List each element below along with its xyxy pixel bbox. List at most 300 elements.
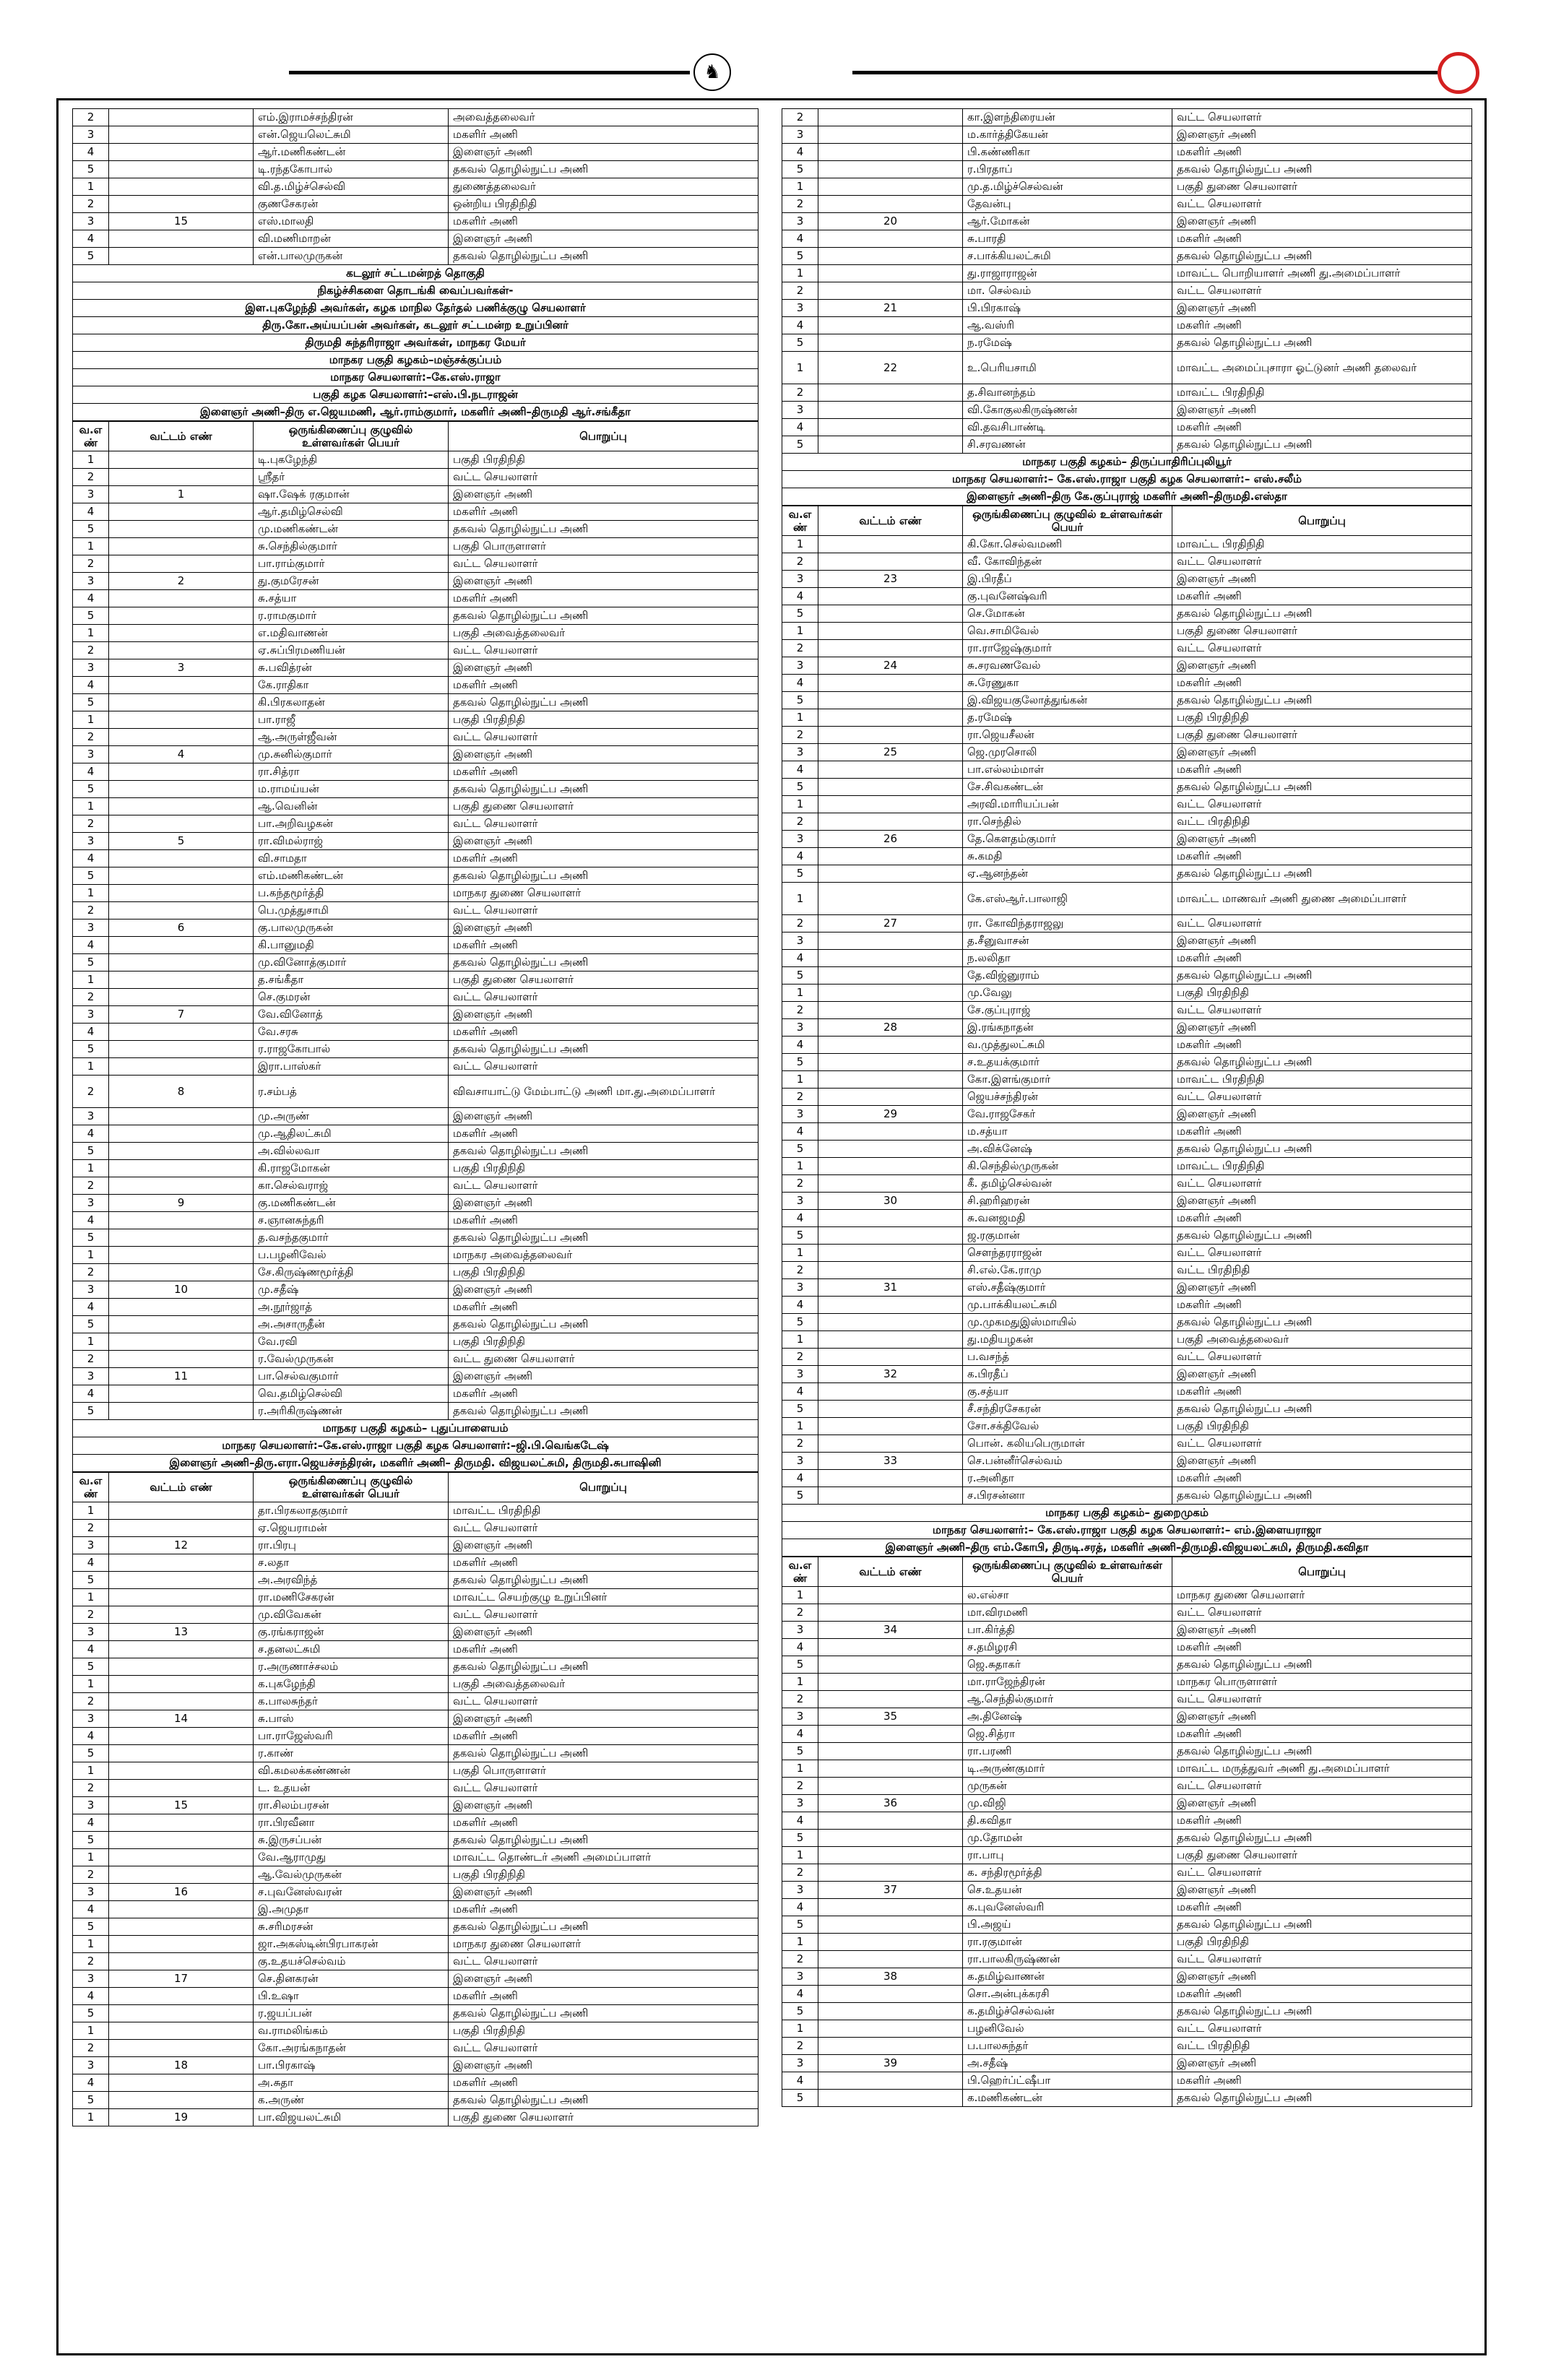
table-row	[73, 1970, 758, 1988]
row-ward	[109, 1849, 254, 1866]
row-name: ர.ராமகுமார்	[254, 607, 449, 625]
row-serial: 2	[73, 1866, 109, 1884]
row-ward: 21	[818, 300, 963, 317]
table-row	[73, 1554, 758, 1572]
row-serial: 2	[782, 384, 818, 402]
table-row	[73, 729, 758, 746]
row-serial: 3	[782, 1019, 818, 1037]
row-ward	[818, 1674, 963, 1691]
row-serial: 1	[73, 1502, 109, 1520]
row-ward: 32	[818, 1366, 963, 1383]
row-name: பி.உஷா	[254, 1988, 449, 2005]
row-role: வட்ட செயலாளர்	[449, 1606, 758, 1624]
row-name: பா.பிரகாஷ்	[254, 2057, 449, 2074]
row-role: வட்ட செயலாளர்	[1172, 1435, 1472, 1453]
row-serial: 2	[73, 469, 109, 486]
row-ward	[818, 796, 963, 813]
row-role: தகவல் தொழில்நுட்ப அணி	[449, 161, 758, 178]
row-name: என்.பாலமுருகன்	[254, 248, 449, 265]
table-row	[73, 1403, 758, 1420]
info-line: மாநகர செயலாளர்:– கே.எஸ்.ராஜா பகுதி கழக செயலாளர்:– எம்.இளையராஜா	[782, 1522, 1472, 1539]
row-serial: 3	[73, 213, 109, 230]
row-role: இளைஞர் அணி	[449, 1006, 758, 1024]
row-role: விவசாயாட்டு மேம்பாட்டு அணி மா.து.அமைப்பாளர்	[449, 1076, 758, 1108]
row-role: தகவல் தொழில்நுட்ப அணி	[449, 1041, 758, 1058]
row-role: மாவட்ட பிரதிநிதி	[1172, 1071, 1472, 1089]
table-row	[73, 746, 758, 763]
row-role: தகவல் தொழில்நுட்ப அணி	[1172, 779, 1472, 796]
row-name: த.ரமேஷ்	[963, 709, 1172, 727]
row-role: மாவட்ட தொண்டர் அணி அமைப்பாளர்	[449, 1849, 758, 1866]
row-role: இளைஞர் அணி	[449, 1281, 758, 1299]
right-column	[782, 108, 1472, 2107]
left-info-block-1	[72, 265, 758, 421]
row-role: வட்ட செயலாளர்	[1172, 1951, 1472, 1968]
row-name: மு.மணிகண்டன்	[254, 521, 449, 538]
row-serial: 1	[782, 985, 818, 1002]
row-name: தே.விஜ்னுராம்	[963, 967, 1172, 985]
row-serial: 1	[73, 538, 109, 555]
table-row	[73, 1953, 758, 1970]
row-ward	[818, 1227, 963, 1245]
row-serial: 4	[782, 2072, 818, 2090]
row-serial: 4	[782, 1297, 818, 1314]
row-ward	[109, 1762, 254, 1780]
table-row	[73, 109, 758, 126]
row-ward	[818, 709, 963, 727]
row-serial: 3	[782, 932, 818, 950]
row-name: ஆ.வெனின்	[254, 798, 449, 815]
row-serial: 4	[73, 1212, 109, 1229]
row-ward	[109, 850, 254, 867]
row-role: மகளிர் அணி	[1172, 1210, 1472, 1227]
row-ward: 3	[109, 659, 254, 677]
row-ward	[818, 1089, 963, 1106]
row-serial: 3	[782, 126, 818, 144]
row-role: பகுதி துணை செயலாளர்	[1172, 1847, 1472, 1864]
row-name: த.சிவானந்தம்	[963, 384, 1172, 402]
row-name: ச.ஞானசுந்தரி	[254, 1212, 449, 1229]
row-ward	[818, 1158, 963, 1175]
row-name: தி.கவிதா	[963, 1812, 1172, 1830]
row-ward	[818, 1743, 963, 1760]
table-row	[782, 571, 1472, 588]
row-role: மாவட்ட மாணவர் அணி துணை அமைப்பாளர்	[1172, 883, 1472, 915]
row-name: மு.முகமதுஇஸ்மாயில்	[963, 1314, 1172, 1331]
row-name: அ.அரவிந்த்	[254, 1572, 449, 1589]
row-name: ரா.பிரவீனா	[254, 1814, 449, 1832]
row-name: ர.ஜயப்பன்	[254, 2005, 449, 2022]
row-serial: 4	[73, 937, 109, 954]
row-role: மாவட்ட பொறியாளர் அணி து.அமைப்பாளர்	[1172, 265, 1472, 282]
info-line: நிகழ்ச்சிகளை தொடங்கி வைப்பவர்கள்-	[72, 282, 758, 300]
row-serial: 4	[782, 1210, 818, 1227]
row-name: சோ.சக்திவேல்	[963, 1418, 1172, 1435]
row-serial: 3	[782, 1708, 818, 1726]
row-role: மகளிர் அணி	[1172, 761, 1472, 779]
table-row	[73, 1333, 758, 1351]
row-serial: 3	[73, 486, 109, 503]
row-ward: 8	[109, 1076, 254, 1108]
row-name: வி.கோகுலகிருஷ்ணன்	[963, 402, 1172, 419]
table-row	[73, 521, 758, 538]
row-ward	[818, 1986, 963, 2003]
row-serial: 1	[782, 265, 818, 282]
row-name: பழனிவேல்	[963, 2020, 1172, 2038]
row-ward: 16	[109, 1884, 254, 1901]
row-serial: 4	[73, 1988, 109, 2005]
table-row	[782, 1141, 1472, 1158]
row-ward	[818, 1297, 963, 1314]
row-ward	[818, 848, 963, 865]
row-serial: 3	[782, 300, 818, 317]
row-name: வி.கமலக்கண்ணன்	[254, 1762, 449, 1780]
row-serial: 3	[73, 1710, 109, 1728]
party-emblem-icon: ♞	[693, 53, 731, 91]
row-role: வட்ட செயலாளர்	[1172, 640, 1472, 657]
row-role: இளைஞர் அணி	[1172, 571, 1472, 588]
row-serial: 1	[73, 2109, 109, 2126]
row-name: வீ. கோவிந்தன்	[963, 553, 1172, 571]
table-row	[782, 1331, 1472, 1349]
table-row	[782, 2055, 1472, 2072]
row-name: மு.விவேகன்	[254, 1606, 449, 1624]
row-ward	[109, 1676, 254, 1693]
row-role: வட்ட செயலாளர்	[449, 1953, 758, 1970]
row-ward	[109, 1247, 254, 1264]
row-ward: 28	[818, 1019, 963, 1037]
row-name: ந.ரமேஷ்	[963, 334, 1172, 352]
row-serial: 4	[73, 230, 109, 248]
row-ward	[818, 1864, 963, 1882]
row-name: சி.ஹரிஹரன்	[963, 1193, 1172, 1210]
table-row	[73, 126, 758, 144]
row-role: இளைஞர் அணி	[1172, 1708, 1472, 1726]
row-role: தகவல் தொழில்நுட்ப அணி	[1172, 1830, 1472, 1847]
table-row	[782, 1830, 1472, 1847]
row-serial: 4	[782, 950, 818, 967]
row-role: மகளிர் அணி	[1172, 317, 1472, 334]
row-serial: 1	[782, 536, 818, 553]
row-name: ஏ.சுப்பிரமணியன்	[254, 642, 449, 659]
row-name: மா.ராஜேந்திரன்	[963, 1674, 1172, 1691]
info-line: திருமதி சுந்தரிராஜா அவர்கள், மாநகர மேயர்	[72, 334, 758, 352]
table-row	[73, 161, 758, 178]
row-name: எஸ்.சதீஷ்குமார்	[963, 1279, 1172, 1297]
row-ward	[109, 642, 254, 659]
row-ward	[109, 937, 254, 954]
row-role: தகவல் தொழில்நுட்ப அணி	[449, 1143, 758, 1160]
row-role: மாவட்ட மருத்துவர் அணி து.அமைப்பாளர்	[1172, 1760, 1472, 1778]
row-serial: 3	[782, 1366, 818, 1383]
row-ward	[109, 2005, 254, 2022]
table-row	[782, 1743, 1472, 1760]
row-role: மாவட்ட பிரதிநிதி	[1172, 536, 1472, 553]
row-ward: 6	[109, 919, 254, 937]
row-role: மகளிர் அணி	[1172, 1726, 1472, 1743]
row-role: தகவல் தொழில்நுட்ப அணி	[1172, 1227, 1472, 1245]
row-name: ரா.செந்தில்	[963, 813, 1172, 831]
row-ward	[109, 1832, 254, 1849]
row-role: மகளிர் அணி	[449, 677, 758, 694]
row-ward: 11	[109, 1368, 254, 1385]
row-ward: 37	[818, 1882, 963, 1899]
row-ward: 25	[818, 744, 963, 761]
row-ward	[818, 536, 963, 553]
row-serial: 4	[73, 590, 109, 607]
row-role: இளைஞர் அணி	[449, 1108, 758, 1125]
table-row	[782, 1795, 1472, 1812]
row-ward: 15	[109, 213, 254, 230]
row-role: தகவல் தொழில்நுட்ப அணி	[449, 1745, 758, 1762]
row-serial: 4	[782, 1470, 818, 1487]
row-ward: 4	[109, 746, 254, 763]
row-serial: 3	[73, 1006, 109, 1024]
table-row	[73, 885, 758, 902]
row-role: மகளிர் அணி	[1172, 1899, 1472, 1916]
table-row	[73, 694, 758, 711]
row-ward	[818, 675, 963, 692]
row-role: வட்ட செயலாளர்	[449, 815, 758, 833]
row-name: அ.நூர்ஜாத்	[254, 1299, 449, 1316]
row-name: வே.வினோத்	[254, 1006, 449, 1024]
table-row	[73, 642, 758, 659]
table-row	[73, 1797, 758, 1814]
row-name: அ.விக்னேஷ்	[963, 1141, 1172, 1158]
row-ward	[818, 727, 963, 744]
row-role: மகளிர் அணி	[449, 1385, 758, 1403]
row-serial: 3	[782, 571, 818, 588]
row-role: வட்ட செயலாளர்	[449, 1058, 758, 1076]
row-ward	[109, 503, 254, 521]
row-serial: 2	[73, 2040, 109, 2057]
row-serial: 1	[73, 1762, 109, 1780]
row-ward	[109, 954, 254, 972]
row-role: தகவல் தொழில்நுட்ப அணி	[449, 1229, 758, 1247]
table-row	[782, 623, 1472, 640]
row-ward	[818, 1054, 963, 1071]
row-role: தகவல் தொழில்நுட்ப அணி	[1172, 692, 1472, 709]
row-serial: 1	[73, 2022, 109, 2040]
row-ward	[109, 1299, 254, 1316]
row-name: சு.சத்யா	[254, 590, 449, 607]
row-ward	[109, 590, 254, 607]
table-row	[782, 1279, 1472, 1297]
table-row	[73, 954, 758, 972]
row-role: தகவல் தொழில்நுட்ப அணி	[449, 248, 758, 265]
row-name: வே.ஆராமுது	[254, 1849, 449, 1866]
row-serial: 3	[73, 919, 109, 937]
row-name: கோ.அரங்கநாதன்	[254, 2040, 449, 2057]
row-ward	[818, 1726, 963, 1743]
row-serial: 5	[782, 1830, 818, 1847]
row-role: வட்ட செயலாளர்	[1172, 1089, 1472, 1106]
row-name: க. சந்திரமூர்த்தி	[963, 1864, 1172, 1882]
row-name: வி.சாமதா	[254, 850, 449, 867]
table-row	[73, 1745, 758, 1762]
info-line: மாநகர பகுதி கழகம்–மஞ்சக்குப்பம்	[72, 352, 758, 369]
row-serial: 4	[782, 1123, 818, 1141]
row-role: தகவல் தொழில்நுட்ப அணி	[1172, 1743, 1472, 1760]
row-serial: 5	[782, 1743, 818, 1760]
row-name: ர.வேல்முருகன்	[254, 1351, 449, 1368]
row-name: அ.சுதா	[254, 2074, 449, 2092]
row-name: ஆ.செந்தில்குமார்	[963, 1691, 1172, 1708]
table-row	[782, 1158, 1472, 1175]
row-ward	[109, 1641, 254, 1658]
row-role: இளைஞர் அணி	[1172, 1279, 1472, 1297]
row-ward	[818, 1470, 963, 1487]
table-row	[73, 1229, 758, 1247]
row-ward	[109, 1901, 254, 1918]
table-row	[73, 1195, 758, 1212]
row-name: டி.ரந்தகோபால்	[254, 161, 449, 178]
row-ward	[109, 144, 254, 161]
row-role: தகவல் தொழில்நுட்ப அணி	[449, 1572, 758, 1589]
row-ward	[818, 109, 963, 126]
row-name: பெ.முத்துசாமி	[254, 902, 449, 919]
row-ward	[109, 538, 254, 555]
table-row	[73, 1710, 758, 1728]
row-serial: 5	[782, 161, 818, 178]
row-name: செ.பன்னீர்செல்வம்	[963, 1453, 1172, 1470]
row-serial: 4	[73, 850, 109, 867]
row-ward	[818, 692, 963, 709]
row-name: இ.விஜயகுலோத்துங்கன்	[963, 692, 1172, 709]
table-row	[73, 607, 758, 625]
table-row	[73, 1572, 758, 1589]
row-ward	[109, 989, 254, 1006]
row-role: இளைஞர் அணி	[1172, 402, 1472, 419]
row-serial: 3	[782, 402, 818, 419]
row-role: இளைஞர் அணி	[449, 144, 758, 161]
row-ward	[109, 1658, 254, 1676]
row-name: மு.தோமன்	[963, 1830, 1172, 1847]
table-row	[782, 605, 1472, 623]
table-row	[73, 625, 758, 642]
table-row	[782, 536, 1472, 553]
table-row	[73, 1624, 758, 1641]
row-role: இளைஞர் அணி	[449, 1797, 758, 1814]
table-row	[73, 1606, 758, 1624]
table-row	[782, 1487, 1472, 1505]
row-name: தே.கௌதம்குமார்	[963, 831, 1172, 848]
column-header-row	[782, 506, 1472, 536]
table-row	[782, 985, 1472, 1002]
table-row	[73, 1041, 758, 1058]
row-name: மு.பாக்கியலட்சுமி	[963, 1297, 1172, 1314]
row-role: மகளிர் அணி	[449, 213, 758, 230]
row-name: கு.ரங்கராஜன்	[254, 1624, 449, 1641]
row-role: தகவல் தொழில்நுட்ப அணி	[1172, 161, 1472, 178]
row-serial: 2	[782, 1778, 818, 1795]
row-ward	[109, 798, 254, 815]
row-serial: 5	[782, 1916, 818, 1934]
row-role: இளைஞர் அணி	[449, 2057, 758, 2074]
info-line: இளைஞர் அணி–திரு எ.ஜெயமணி, ஆர்.ராம்குமார், மகளிர் அணி–திருமதி ஆர்.சங்கீதா	[72, 404, 758, 421]
table-row	[782, 1847, 1472, 1864]
table-row	[782, 1349, 1472, 1366]
row-serial: 1	[73, 1589, 109, 1606]
row-ward	[109, 1728, 254, 1745]
table-row	[73, 659, 758, 677]
header-rule-left	[289, 71, 690, 74]
info-line: மாநகர செயலாளர்:– கே.எஸ்.ராஜா பகுதி கழக செயலாளர்:– எஸ்.சலீம்	[782, 471, 1472, 488]
row-name: மு.வேலு	[963, 985, 1172, 1002]
row-serial: 2	[73, 1520, 109, 1537]
row-name: சு.பவித்ரன்	[254, 659, 449, 677]
table-row	[782, 265, 1472, 282]
row-name: ரா.விமல்ராஜ்	[254, 833, 449, 850]
row-role: தகவல் தொழில்நுட்ப அணி	[449, 2092, 758, 2109]
red-circle-icon	[1438, 52, 1479, 94]
row-ward: 19	[109, 2109, 254, 2126]
row-ward	[818, 334, 963, 352]
row-role: மகளிர் அணி	[1172, 2072, 1472, 2090]
row-role: தகவல் தொழில்நுட்ப அணி	[1172, 1314, 1472, 1331]
row-serial: 2	[782, 1864, 818, 1882]
row-role: மகளிர் அணி	[449, 2074, 758, 2092]
row-role: ஒன்றிய பிரதிநிதி	[449, 196, 758, 213]
row-name: எம்.மணிகண்டன்	[254, 867, 449, 885]
row-role: வட்ட பிரதிநிதி	[1172, 1262, 1472, 1279]
row-ward	[818, 1418, 963, 1435]
row-serial: 2	[73, 1780, 109, 1797]
row-role: இளைஞர் அணி	[449, 1710, 758, 1728]
row-role: இளைஞர் அணி	[1172, 932, 1472, 950]
left-table-1	[72, 421, 758, 1420]
table-row	[73, 919, 758, 937]
row-name: ஏ.ஆனந்தன்	[963, 865, 1172, 883]
row-serial: 2	[782, 640, 818, 657]
row-serial: 3	[782, 1453, 818, 1470]
row-serial: 4	[73, 1641, 109, 1658]
table-row	[73, 1849, 758, 1866]
table-row	[782, 161, 1472, 178]
row-serial: 2	[782, 727, 818, 744]
row-role: பகுதி அவைத்தலைவர்	[1172, 1331, 1472, 1349]
row-ward	[818, 1587, 963, 1604]
row-name: பா.எல்லம்மாள்	[963, 761, 1172, 779]
row-serial: 1	[782, 178, 818, 196]
row-role: இளைஞர் அணி	[449, 230, 758, 248]
row-name: வி.மணிமாறன்	[254, 230, 449, 248]
col-header-name: ஒருங்கிணைப்பு குழுவில் உள்ளவர்கள் பெயர்	[963, 506, 1172, 536]
row-ward	[109, 1554, 254, 1572]
row-role: தகவல் தொழில்நுட்ப அணி	[1172, 436, 1472, 454]
table-row	[782, 1227, 1472, 1245]
row-ward: 38	[818, 1968, 963, 1986]
col-header-role: பொறுப்பு	[1172, 1557, 1472, 1587]
table-row	[782, 779, 1472, 796]
table-row	[73, 1212, 758, 1229]
row-ward	[818, 1071, 963, 1089]
row-serial: 4	[782, 1639, 818, 1656]
row-serial: 2	[782, 915, 818, 932]
row-name: து.மதியழகன்	[963, 1331, 1172, 1349]
row-ward	[109, 248, 254, 265]
row-serial: 2	[73, 555, 109, 573]
row-role: மகளிர் அணி	[1172, 230, 1472, 248]
row-serial: 1	[73, 972, 109, 989]
row-serial: 2	[73, 1076, 109, 1108]
row-role: தகவல் தொழில்நுட்ப அணி	[1172, 2090, 1472, 2107]
row-ward	[818, 1760, 963, 1778]
row-role: இளைஞர் அணி	[449, 919, 758, 937]
row-role: தகவல் தொழில்நுட்ப அணி	[1172, 1054, 1472, 1071]
row-name: ஜெ.சுதாகர்	[963, 1656, 1172, 1674]
row-role: வட்ட செயலாளர்	[1172, 915, 1472, 932]
